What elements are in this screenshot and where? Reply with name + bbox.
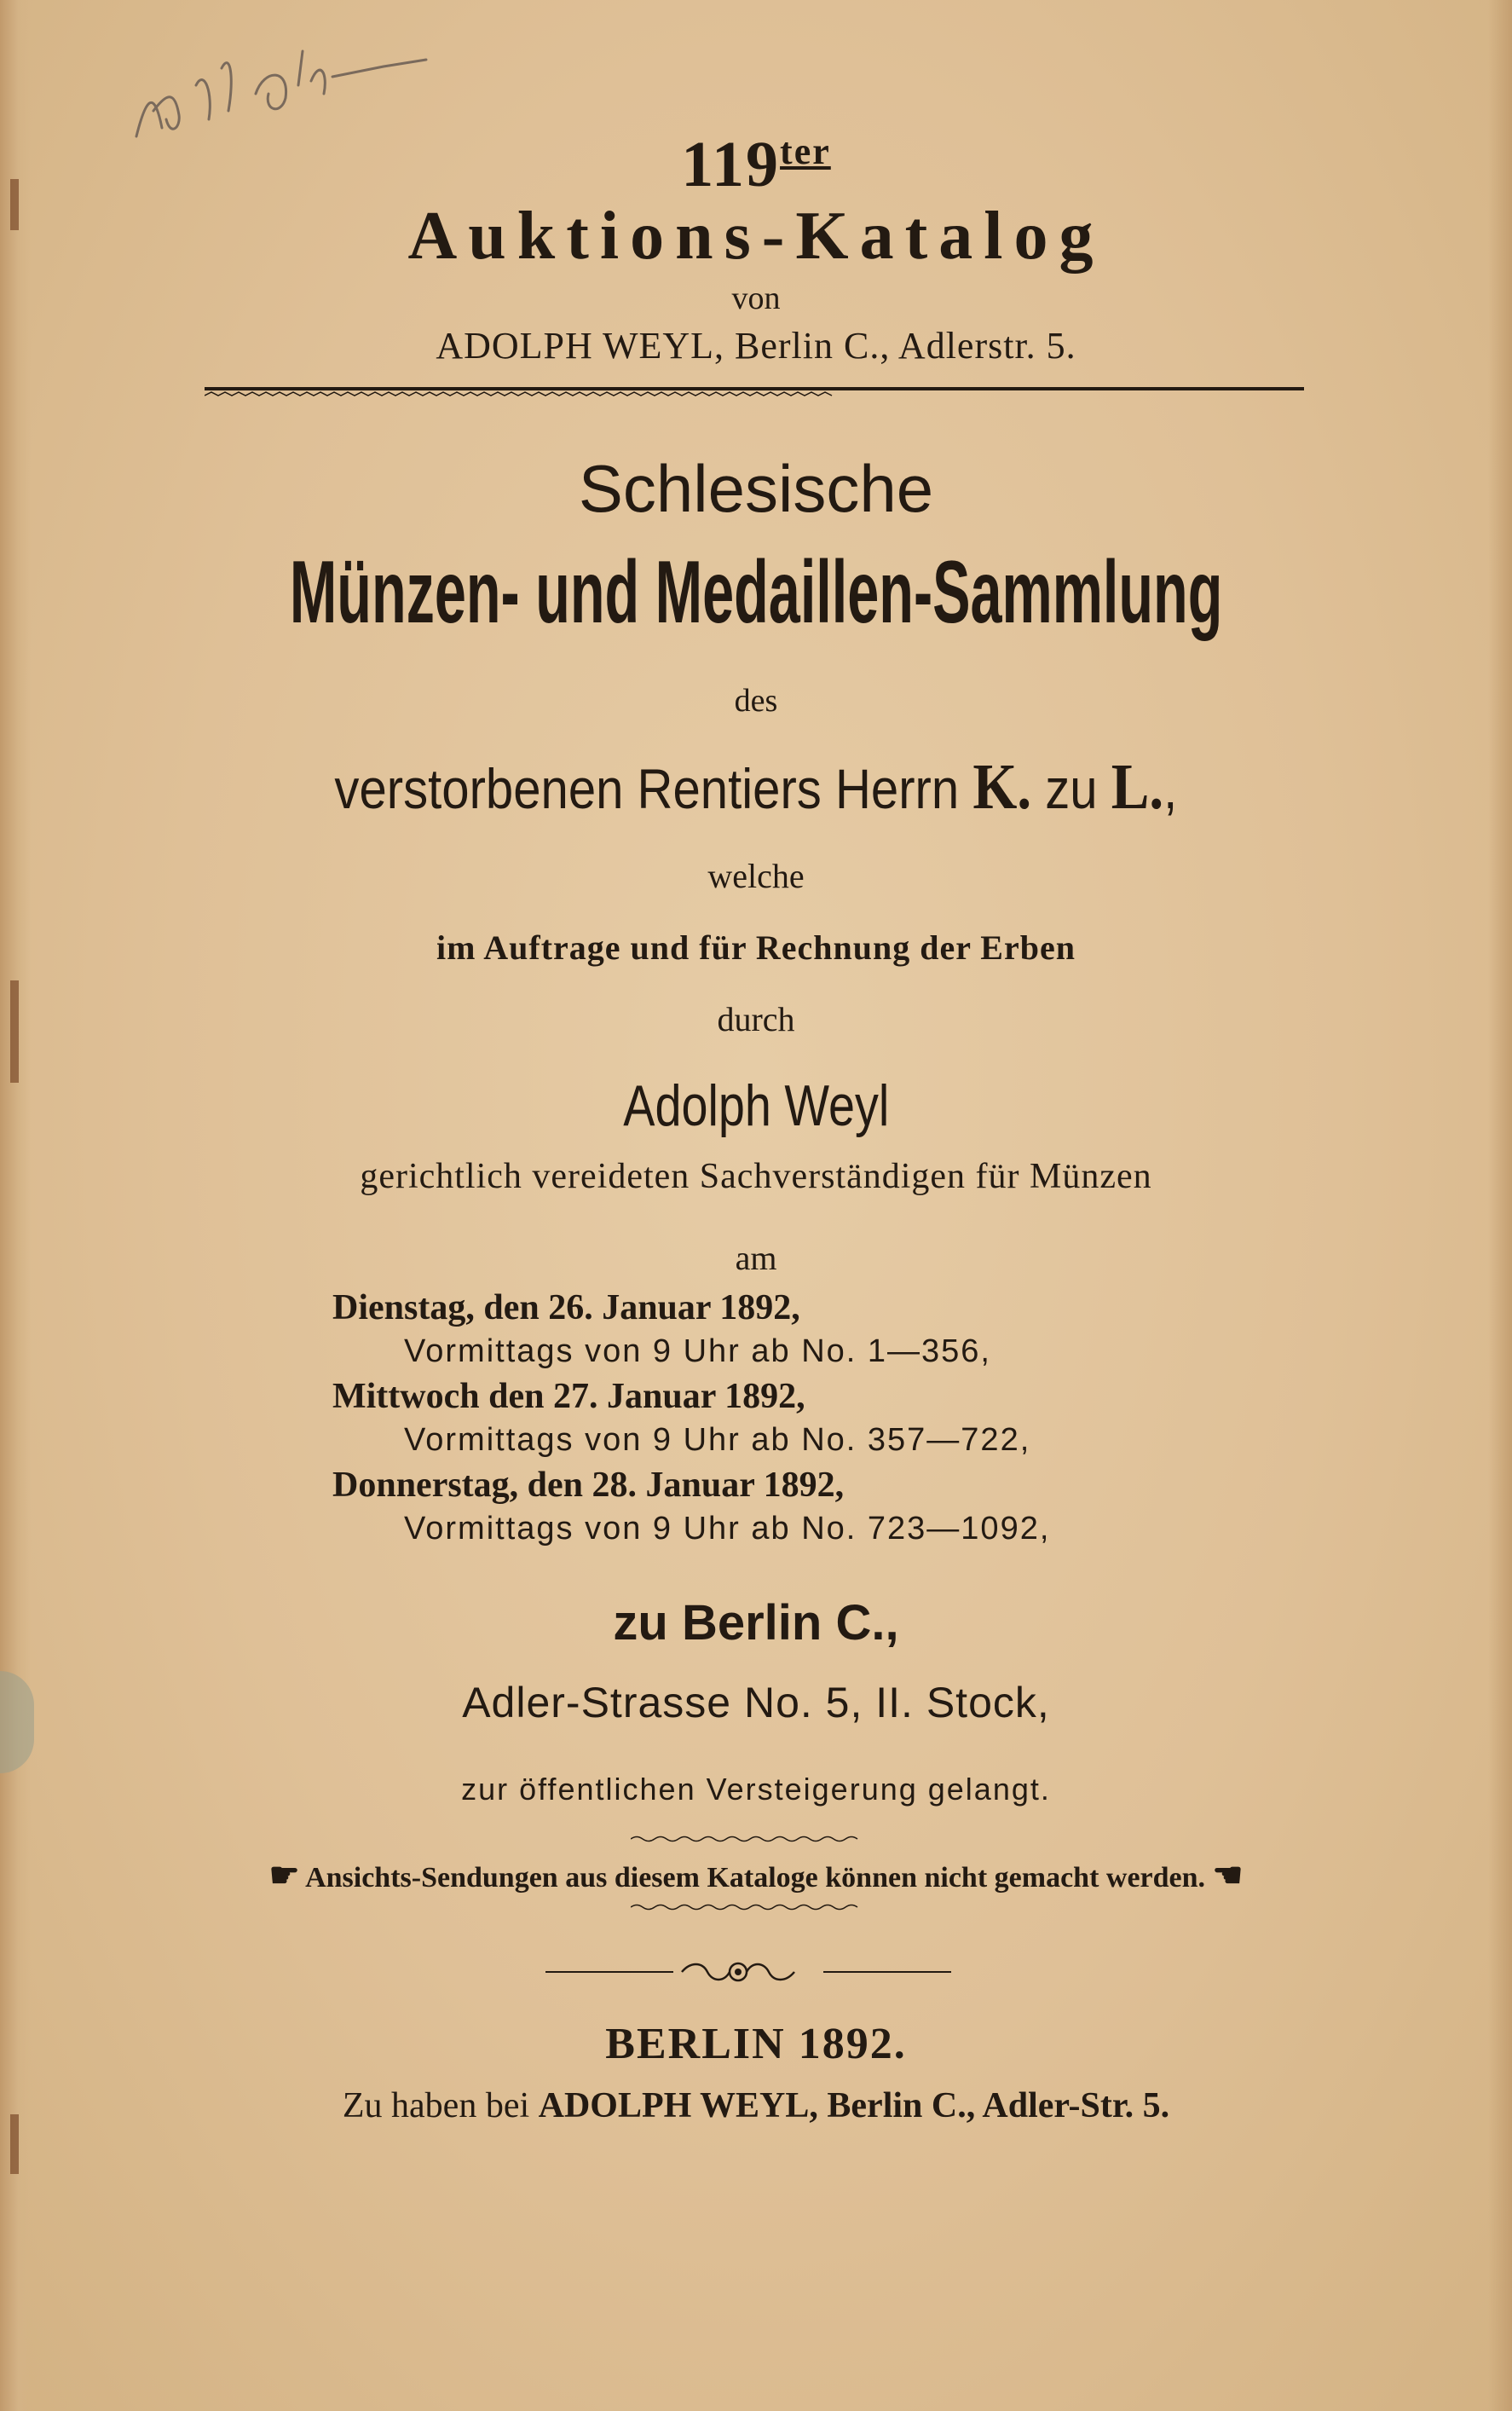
schedule-day-1: Dienstag, den 26. Januar 1892, bbox=[332, 1288, 800, 1327]
pointing-hand-left-icon: ☚ bbox=[1212, 1856, 1244, 1894]
des-label: des bbox=[734, 683, 778, 719]
footer-place-year: BERLIN 1892. bbox=[605, 2020, 907, 2068]
auctioneer-name-text: Adolph Weyl bbox=[622, 1073, 890, 1138]
durch-label: durch bbox=[717, 1000, 795, 1038]
footer-ornament-divider bbox=[545, 1961, 951, 1983]
header-divider bbox=[205, 385, 1304, 399]
auctioneer-name bbox=[0, 1073, 1512, 1139]
am-label: am bbox=[735, 1239, 777, 1277]
location-address: Adler-Strasse No. 5, II. Stock, bbox=[462, 1679, 1050, 1726]
heading-schlesische: Schlesische bbox=[578, 451, 934, 526]
owner-initial-second: L. bbox=[1111, 751, 1164, 823]
owner-comma: , bbox=[1163, 757, 1178, 820]
footer-sales-prefix: Zu haben bei bbox=[342, 2086, 530, 2125]
auctioneer-title: gerichtlich vereideten Sachverständigen für Münzen bbox=[360, 1157, 1152, 1196]
schedule-day-2: Mittwoch den 27. Januar 1892, bbox=[332, 1377, 805, 1416]
owner-initial-first: K. bbox=[972, 751, 1032, 823]
schedule-time-3: Vormittags von 9 Uhr ab No. 723—1092, bbox=[404, 1511, 1051, 1547]
heading-collection-text: Münzen- und Medaillen-Sammlung bbox=[289, 543, 1223, 642]
heading-collection bbox=[0, 542, 1512, 644]
footer-sales-name: ADOLPH WEYL bbox=[538, 2086, 810, 2125]
owner-prefix: verstorbenen Rentiers Herrn bbox=[334, 757, 960, 820]
schedule-time-1: Vormittags von 9 Uhr ab No. 1—356, bbox=[404, 1333, 991, 1369]
catalog-number-suffix: ter bbox=[780, 130, 831, 172]
publisher-line: ADOLPH WEYL, Berlin C., Adlerstr. 5. bbox=[436, 325, 1076, 367]
schedule-day-3: Donnerstag, den 28. Januar 1892, bbox=[332, 1466, 845, 1505]
footer-sales-line bbox=[0, 2085, 1512, 2126]
catalog-title: Auktions-Katalog bbox=[407, 199, 1105, 274]
commission-line: im Auftrage und für Rechnung der Erben bbox=[436, 928, 1076, 967]
pointing-hand-right-icon: ☛ bbox=[268, 1856, 300, 1894]
notice-text: Ansichts-Sendungen aus diesem Kataloge können nicht gemacht werden. bbox=[305, 1862, 1206, 1894]
owner-line bbox=[0, 750, 1512, 824]
catalog-number-value: 119 bbox=[681, 129, 781, 200]
schedule-time-2: Vormittags von 9 Uhr ab No. 357—722, bbox=[404, 1422, 1031, 1458]
notice-line bbox=[0, 1855, 1512, 1895]
catalog-number bbox=[0, 128, 1512, 202]
owner-zu: zu bbox=[1045, 757, 1098, 820]
notice-ornament-top bbox=[631, 1835, 861, 1843]
location-city: zu Berlin C., bbox=[613, 1595, 899, 1651]
auction-note: zur öffentlichen Versteigerung gelangt. bbox=[461, 1772, 1051, 1807]
welche-label: welche bbox=[707, 857, 805, 895]
von-label: von bbox=[731, 280, 781, 316]
footer-sales-suffix: , Berlin C., Adler-Str. 5. bbox=[809, 2086, 1170, 2125]
notice-ornament-bottom bbox=[631, 1903, 861, 1911]
